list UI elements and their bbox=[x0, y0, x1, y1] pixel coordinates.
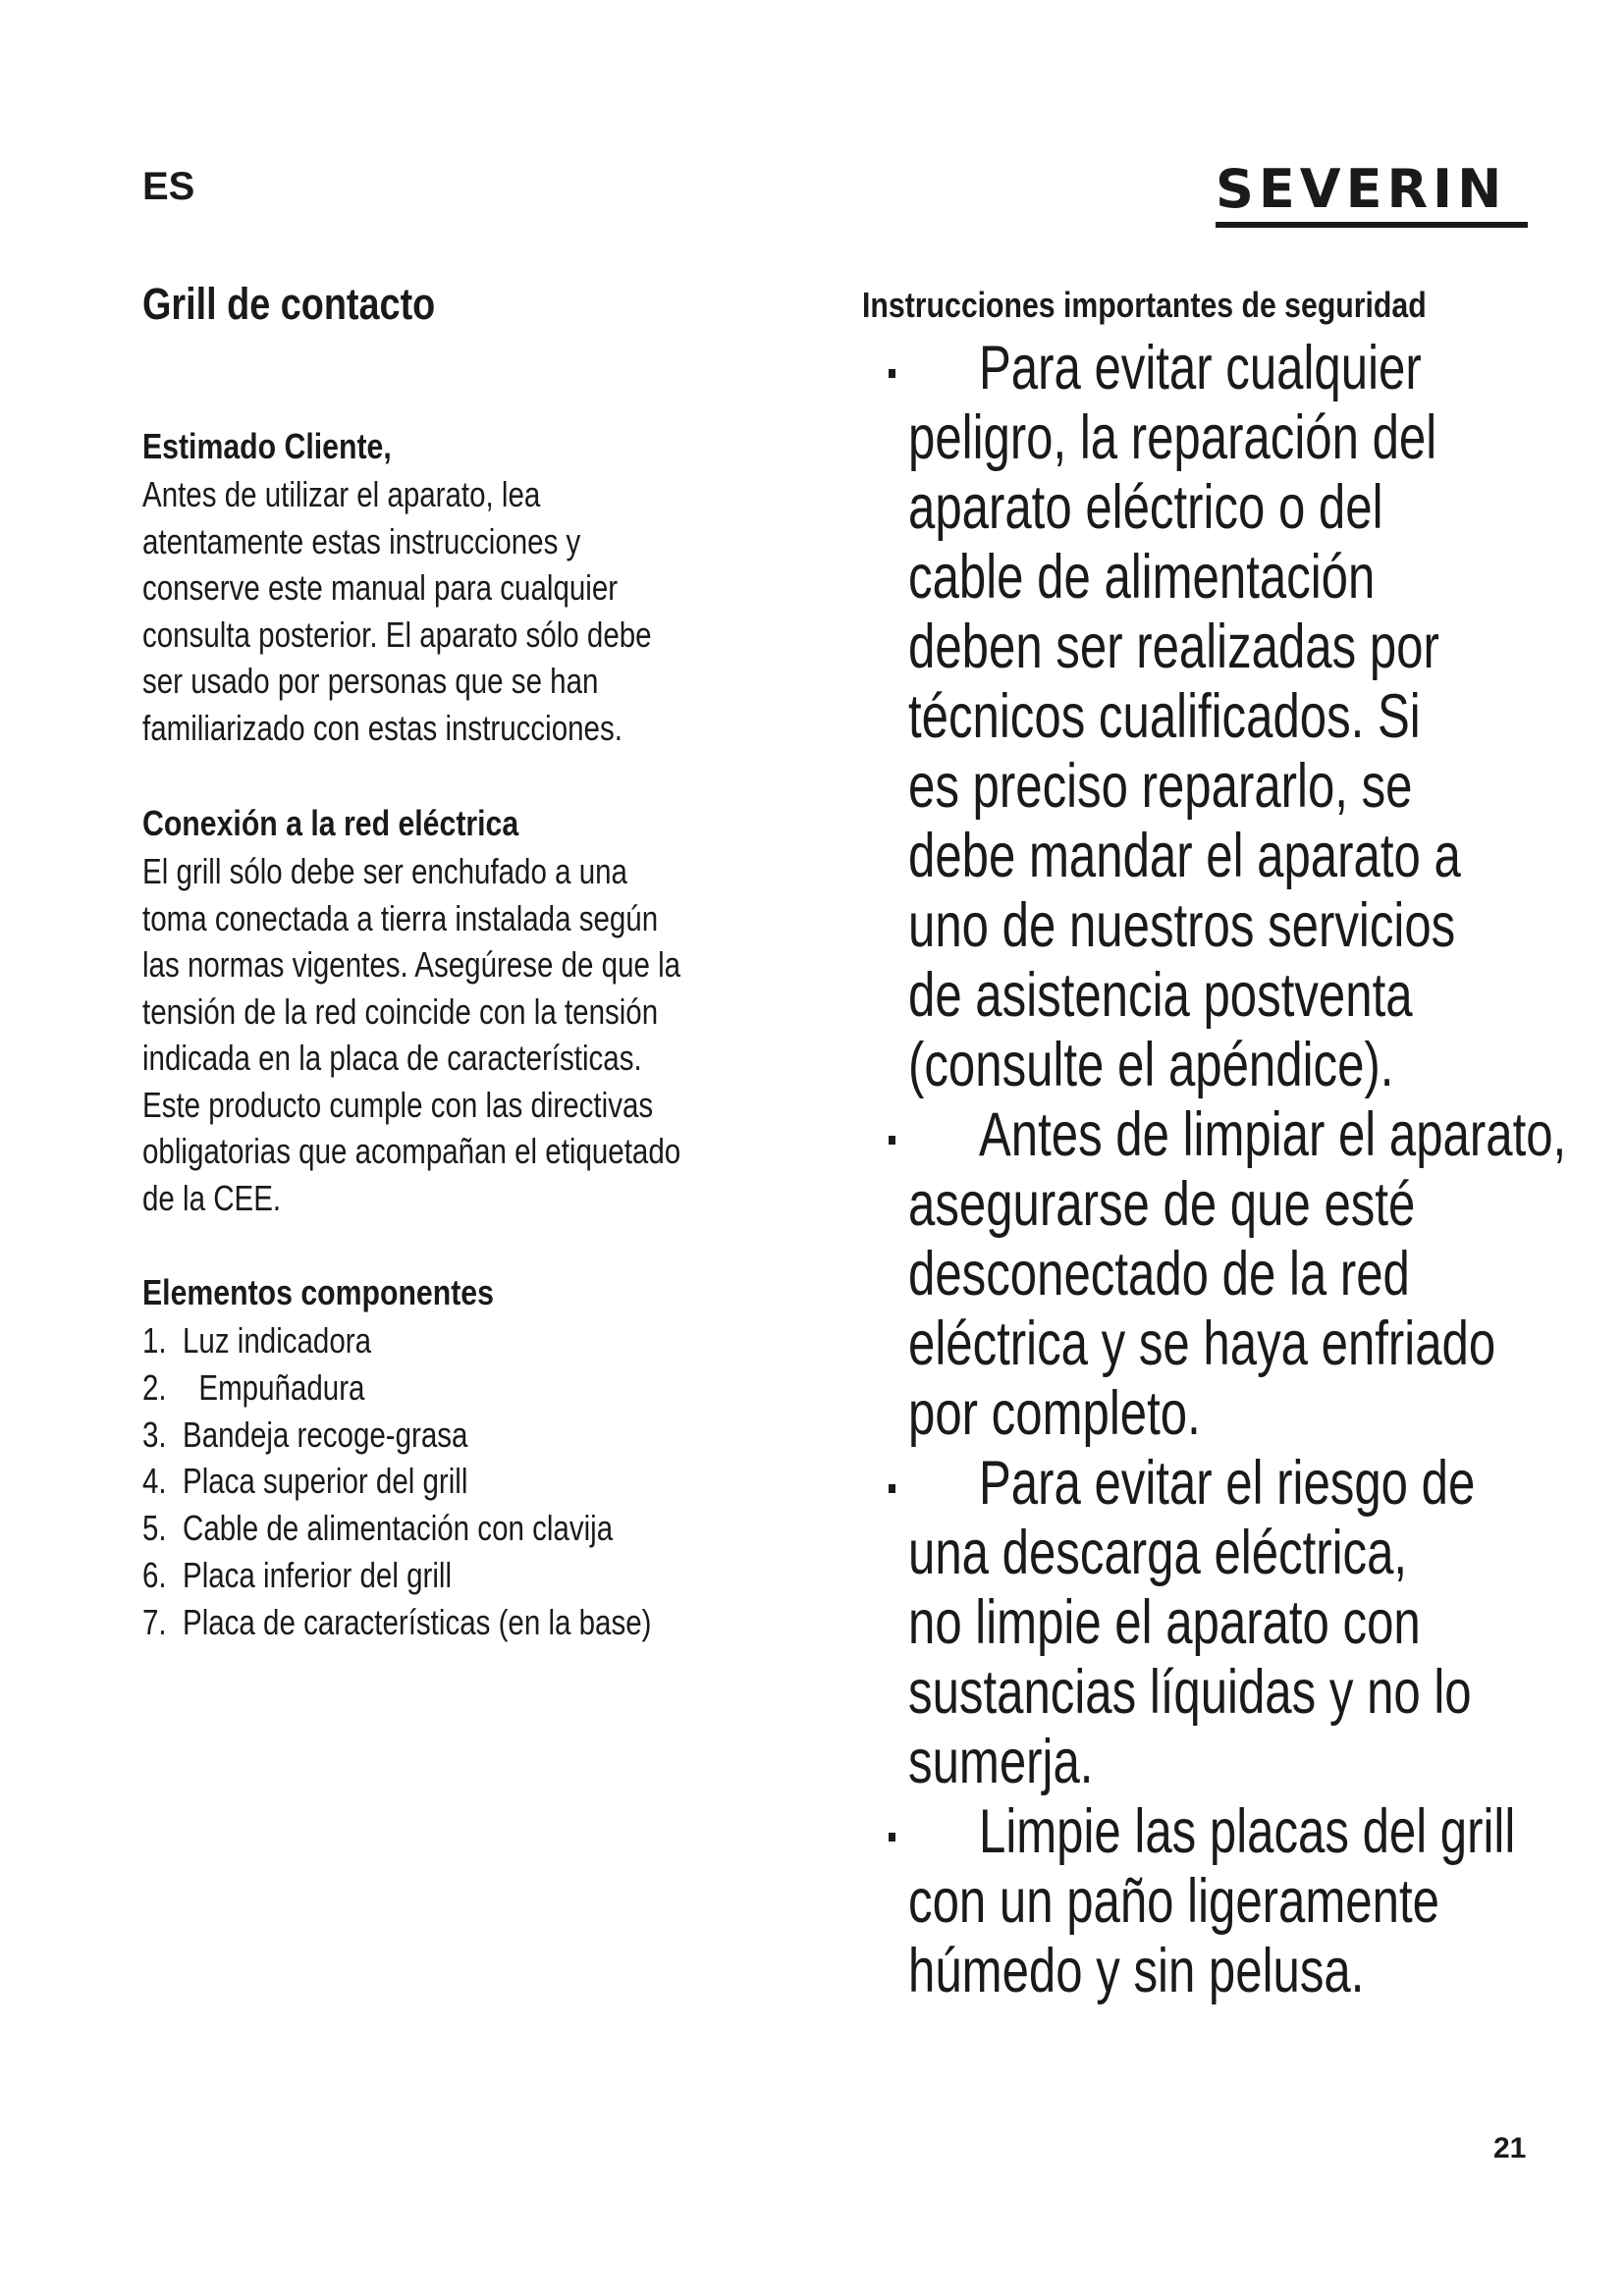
text-line: húmedo y sin pelusa. bbox=[908, 1937, 1365, 2005]
safety-item bbox=[889, 1449, 1624, 1797]
text-line: uno de nuestros servicios bbox=[908, 891, 1456, 960]
text-line: técnicos cualificados. Si bbox=[908, 682, 1421, 751]
text-line: (consulte el apéndice). bbox=[908, 1031, 1394, 1099]
text-line: con un paño ligeramente bbox=[908, 1867, 1439, 1936]
text-line: Para evitar el riesgo de bbox=[979, 1449, 1476, 1518]
text-line: familiarizado con estas instrucciones. bbox=[142, 707, 623, 748]
text-line: por completo. bbox=[908, 1379, 1201, 1448]
text-line: Limpie las placas del grill bbox=[979, 1797, 1516, 1866]
text-line: deben ser realizadas por bbox=[908, 613, 1439, 681]
text-line: asegurarse de que esté bbox=[908, 1170, 1416, 1239]
connection-section bbox=[142, 803, 810, 1221]
text-line: es preciso repararlo, se bbox=[908, 752, 1413, 821]
text-line: Este producto cumple con las directivas bbox=[142, 1084, 654, 1125]
language-code: ES bbox=[142, 165, 195, 208]
list-item: 1. Luz indicadora bbox=[142, 1320, 372, 1361]
safety-heading: Instrucciones importantes de seguridad bbox=[862, 285, 1427, 325]
list-item: 2. Empuñadura bbox=[142, 1366, 365, 1408]
text-line: sumerja. bbox=[908, 1728, 1094, 1796]
greeting-text bbox=[142, 471, 810, 751]
list-item: 6. Placa inferior del grill bbox=[142, 1554, 453, 1595]
list-item: 3. Bandeja recoge-grasa bbox=[142, 1414, 468, 1455]
brand-logo bbox=[1216, 158, 1528, 228]
text-line: Antes de utilizar el aparato, lea bbox=[142, 474, 541, 514]
text-line: las normas vigentes. Asegúrese de que la bbox=[142, 944, 681, 985]
text-line: atentamente estas instrucciones y bbox=[142, 520, 581, 561]
text-line: de asistencia postventa bbox=[908, 961, 1413, 1030]
text-line: cable de alimentación bbox=[908, 543, 1376, 612]
text-line: El grill sólo debe ser enchufado a una bbox=[142, 851, 627, 891]
connection-text bbox=[142, 848, 810, 1221]
page-number: 21 bbox=[1493, 2132, 1527, 2164]
list-item: 4. Placa superior del grill bbox=[142, 1461, 468, 1502]
text-line: una descarga eléctrica, bbox=[908, 1519, 1408, 1587]
text-line: eléctrica y se haya enfriado bbox=[908, 1309, 1496, 1378]
components-list bbox=[142, 1317, 810, 1646]
text-line: peligro, la reparación del bbox=[908, 403, 1437, 472]
text-line: tensión de la red coincide con la tensión bbox=[142, 990, 659, 1032]
text-line: no limpie el aparato con bbox=[908, 1588, 1421, 1657]
brand-name: SEVERIN bbox=[1216, 158, 1507, 220]
text-line: Antes de limpiar el aparato, bbox=[979, 1100, 1567, 1169]
safety-instructions bbox=[889, 334, 1624, 2006]
brand-underline bbox=[1216, 222, 1528, 228]
safety-item bbox=[889, 1100, 1624, 1449]
safety-item bbox=[889, 334, 1624, 1100]
list-item: 5. Cable de alimentación con clavija bbox=[142, 1508, 614, 1549]
text-line: Para evitar cualquier bbox=[979, 334, 1422, 402]
components-heading: Elementos componentes bbox=[142, 1272, 494, 1312]
text-line: sustancias líquidas y no lo bbox=[908, 1658, 1472, 1727]
connection-heading: Conexión a la red eléctrica bbox=[142, 803, 519, 843]
text-line: conserve este manual para cualquier bbox=[142, 567, 619, 608]
safety-item bbox=[889, 1797, 1624, 2006]
text-line: indicada en la placa de características. bbox=[142, 1038, 642, 1078]
text-line: desconectado de la red bbox=[908, 1240, 1410, 1308]
text-line: aparato eléctrico o del bbox=[908, 473, 1383, 542]
text-line: toma conectada a tierra instalada según bbox=[142, 897, 659, 938]
text-line: debe mandar el aparato a bbox=[908, 822, 1461, 890]
text-line: ser usado por personas que se han bbox=[142, 661, 599, 701]
document-title: Grill de contacto bbox=[142, 279, 436, 329]
text-line: de la CEE. bbox=[142, 1177, 282, 1218]
greeting-section bbox=[142, 426, 810, 751]
list-item: 7. Placa de características (en la base) bbox=[142, 1601, 652, 1642]
components-section bbox=[142, 1272, 810, 1646]
greeting-heading: Estimado Cliente, bbox=[142, 426, 392, 466]
text-line: consulta posterior. El aparato sólo debe bbox=[142, 614, 652, 655]
text-line: obligatorias que acompañan el etiquetado bbox=[142, 1131, 681, 1171]
